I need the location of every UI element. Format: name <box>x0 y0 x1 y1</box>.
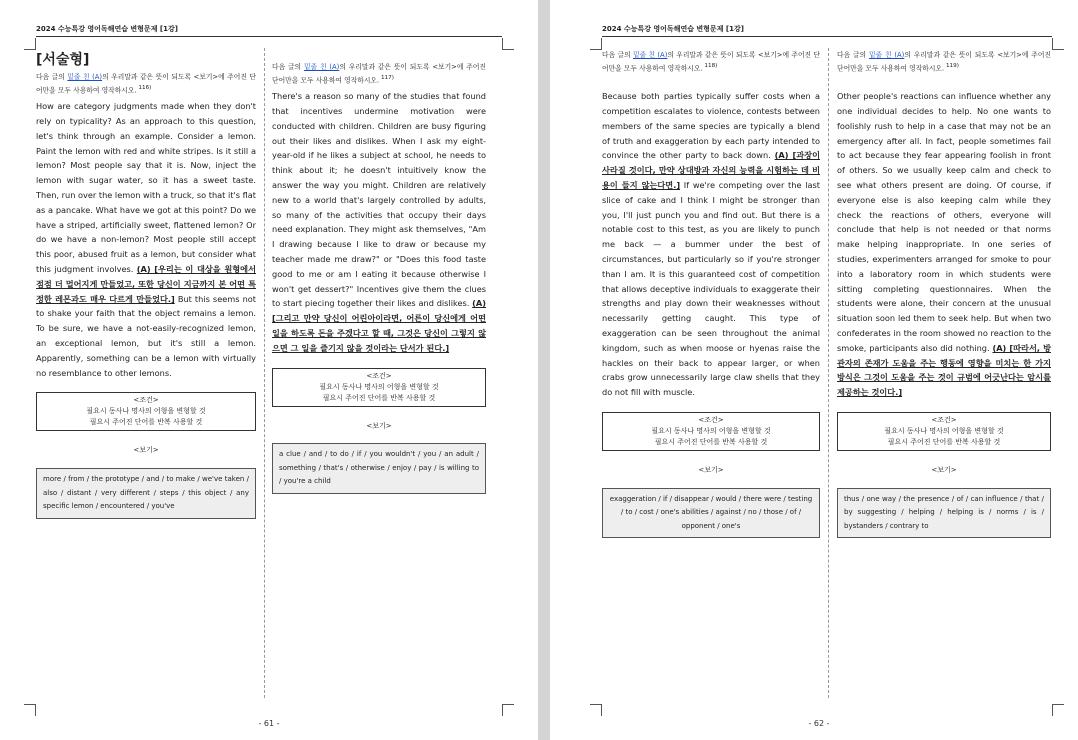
question-119 <box>837 50 1051 538</box>
underline-ref-link[interactable]: 밑줄 친 (A) <box>632 51 668 59</box>
page-number: - 61 - <box>258 719 280 728</box>
passage-text: Because both parties typically suffer costs when a competition escalates to violence, contests between members of the same species are typically a blend of truth and exaggeration by each party intended to convince the other party to back down. (A) [과장이 사라질 것이다, 만약 상대방과 자신의 능력을 시험하는 데 비용이 들지 않는다면.] If we're competing over the last slice of cake and I think I might be stronger than you, I'll just punch you and find out. But there is a notable cost to this test, as you are likely to punch me back — a bummer under the best of circumstances, but particularly so if you're stronger than I am. It is this guaranteed cost of competition that allows deceptive individuals to exaggerate their strengths and play down their weaknesses without necessarily getting caught. This type of exaggeration can be seen throughout the animal kingdom, such as when moose or hyenas raise the hackles on their back to appear larger, or when crabs grow unnecessarily large claw shells that they do not fill with muscle. <box>602 91 820 398</box>
column-divider <box>264 48 265 698</box>
question-instruction: 다음 글의 밑줄 친 (A)의 우리말과 같은 뜻이 되도록 <보기>에 주어진 단어만을 모두 사용하여 영작하시오. $^{116)}$ <box>36 73 256 95</box>
bogi-label: <보기> <box>698 466 724 474</box>
crop-mark <box>502 704 514 716</box>
condition-box: <조건> 필요시 동사나 명사의 어형을 변형할 것 필요시 주어진 단어를 반복 사용할 것 <box>36 392 256 431</box>
crop-mark <box>1052 38 1064 50</box>
question-116 <box>36 50 256 519</box>
column-divider <box>828 48 829 698</box>
condition-box: <조건> 필요시 동사나 명사의 어형을 변형할 것 필요시 주어진 단어를 반복 사용할 것 <box>272 368 486 407</box>
crop-mark <box>590 38 602 50</box>
bogi-word-box: a clue / and / to do / if / you wouldn't / you / an adult / something / that's / otherwise / enjoy / pay / is willing to / you're a child <box>272 443 486 494</box>
crop-mark <box>502 38 514 50</box>
crop-mark <box>590 704 602 716</box>
passage-text: Other people's reactions can influence whether any one individual decides to help. No one wants to foolishly rush to help in a case that may not be an emergency after all. In fact, people sometimes fail to act because they fear appearing foolish in front of others. So we usually keep calm and check to see what others present are doing. Of course, if everyone else is also keeping calm while they check the reactions of others, everyone will conclude that help is not needed or that norms make helping inappropriate. In one series of studies, experimenters arranged for smoke to pour into a laboratory room in which students were sitting completing questionnaires. When the students were alone, their concern at the unusual situation soon led them to seek help. But when two confederates in the room showed no reaction to the smoke, participants also did nothing. (A) [따라서, 방관자의 존재가 도움을 주는 행동에 영향을 미치는 한 가지 방식은 그것이 도움을 주는 것이 규범에 어긋난다는 암시를 제공하는 것이다.] <box>837 91 1051 398</box>
crop-mark <box>1052 704 1064 716</box>
bogi-word-box: more / from / the prototype / and / to make / we've taken / also / distant / very different / steps / this object / any specific lemon / encountered / you've <box>36 468 256 519</box>
question-instruction: 다음 글의 밑줄 친 (A)의 우리말과 같은 뜻이 되도록 <보기>에 주어진 단어만을 모두 사용하여 영작하시오. $^{119)}$ <box>837 51 1051 73</box>
page-61 <box>0 0 538 740</box>
bogi-label: <보기> <box>366 421 392 430</box>
condition-box: <조건> 필요시 동사나 명사의 어형을 변형할 것 필요시 주어진 단어를 반복 사용할 것 <box>837 412 1051 451</box>
underline-ref-link[interactable]: 밑줄 친 (A) <box>303 63 340 71</box>
bogi-word-box: exaggeration / if / disappear / would / there were / testing / to / cost / one's abilities / against / no / those / of / opponent / one's <box>602 488 820 539</box>
crop-mark <box>24 38 36 50</box>
underline-ref-link[interactable]: 밑줄 친 (A) <box>67 73 103 81</box>
passage-text: How are category judgments made when they don't rely on typicality? As an approach to this question, let's think through an example. Consider a lemon. Paint the lemon with red and white stripes. Is it still a lemon? Most people say that it is. Now, inject the lemon with sugar water, so it has a sweet taste. Then, run over the lemon with a truck, so that it's flat as a pancake. What have we got at this point? Do we have a striped, artificially sweet, flattened lemon? Or do we have a non-lemon? Most people still accept this poor, abused fruit as a lemon, but consider what this judgment involves. (A) [우리는 이 대상을 원형에서 점점 더 멀어지게 만들었고, 또한 당신이 지금까지 본 어떤 특정한 레몬과도 매우 다르게 만들었다.] But this seems not to shake your faith that the object remains a lemon. To be sure, we have a not-easily-recognized lemon, an exceptional lemon, but it's still a lemon. Apparently, something can be a lemon with virtually no resemblance to other lemons. <box>36 101 256 378</box>
page-header: 2024 수능특강 영어독해연습 변형문제 [1강] <box>36 24 502 37</box>
passage-text: There's a reason so many of the studies that found that incentives undermine motivation were conducted with children. Children are busy figuring out their likes and dislikes. When I ask my eight-year-old if he likes a subject at school, he needs to think about it; he doesn't intuitively know the answer the way you might. Children are relatively new to a world that's largely controlled by adults, so many of the activities that occupy their days need explanation. They might ask themselves, "Am I drawing because I like to draw or because my teacher made me draw?" or "Does this food taste good to me or am I eating it because otherwise I won't get dessert?" Incentives give them the clues to start piecing together their likes and dislikes. (A) [그리고 만약 당신이 어린아이라면, 어른이 당신에게 어떤 일을 하도록 돈을 주겠다고 할 때, 그것은 당신이 그렇지 않으면 그 일을 즐기지 않을 것이라는 단서가 된다.] <box>272 91 486 353</box>
bogi-word-box: thus / one way / the presence / of / can influence / that / by suggesting / helping / helping is / norms / is / bystanders / contrary to <box>837 488 1051 539</box>
condition-box: <조건> 필요시 동사나 명사의 어형을 변형할 것 필요시 주어진 단어를 반복 사용할 것 <box>602 412 820 451</box>
question-instruction: 다음 글의 밑줄 친 (A)의 우리말과 같은 뜻이 되도록 <보기>에 주어진 단어만을 모두 사용하여 영작하시오. $^{117)}$ <box>272 63 486 85</box>
underlined-korean-sentence: (A) [그리고 만약 당신이 어린아이라면, 어른이 당신에게 어떤 일을 하도록 돈을 주겠다고 할 때, 그것은 당신이 그렇지 않으면 그 일을 즐기지 않을 것이라는 단서가 된다.] <box>272 298 486 353</box>
question-117 <box>272 50 486 494</box>
bogi-label: <보기> <box>931 466 957 474</box>
underlined-korean-sentence: (A) [따라서, 방관자의 존재가 도움을 주는 행동에 영향을 미치는 한 가지 방식은 그것이 도움을 주는 것이 규범에 어긋난다는 암시를 제공하는 것이다.] <box>837 342 1051 398</box>
page-62 <box>550 0 1078 740</box>
underlined-korean-sentence: (A) [과장이 사라질 것이다, 만약 상대방과 자신의 능력을 시험하는 데 비용이 들지 않는다면.] <box>602 150 820 191</box>
section-title: [서술형] <box>36 52 90 68</box>
underlined-korean-sentence: (A) [우리는 이 대상을 원형에서 점점 더 멀어지게 만들었고, 또한 당신이 지금까지 본 어떤 특정한 레몬과도 매우 다르게 만들었다.] <box>36 264 256 304</box>
question-118 <box>602 50 820 538</box>
question-instruction: 다음 글의 밑줄 친 (A)의 우리말과 같은 뜻이 되도록 <보기>에 주어진 단어만을 모두 사용하여 영작하시오. $^{118)}$ <box>602 51 820 73</box>
page-number: - 62 - <box>808 719 830 728</box>
underline-ref-link[interactable]: 밑줄 친 (A) <box>868 51 905 59</box>
bogi-label: <보기> <box>133 446 159 455</box>
crop-mark <box>24 704 36 716</box>
page-header: 2024 수능특강 영어독해연습 변형문제 [1강] <box>602 24 1052 37</box>
